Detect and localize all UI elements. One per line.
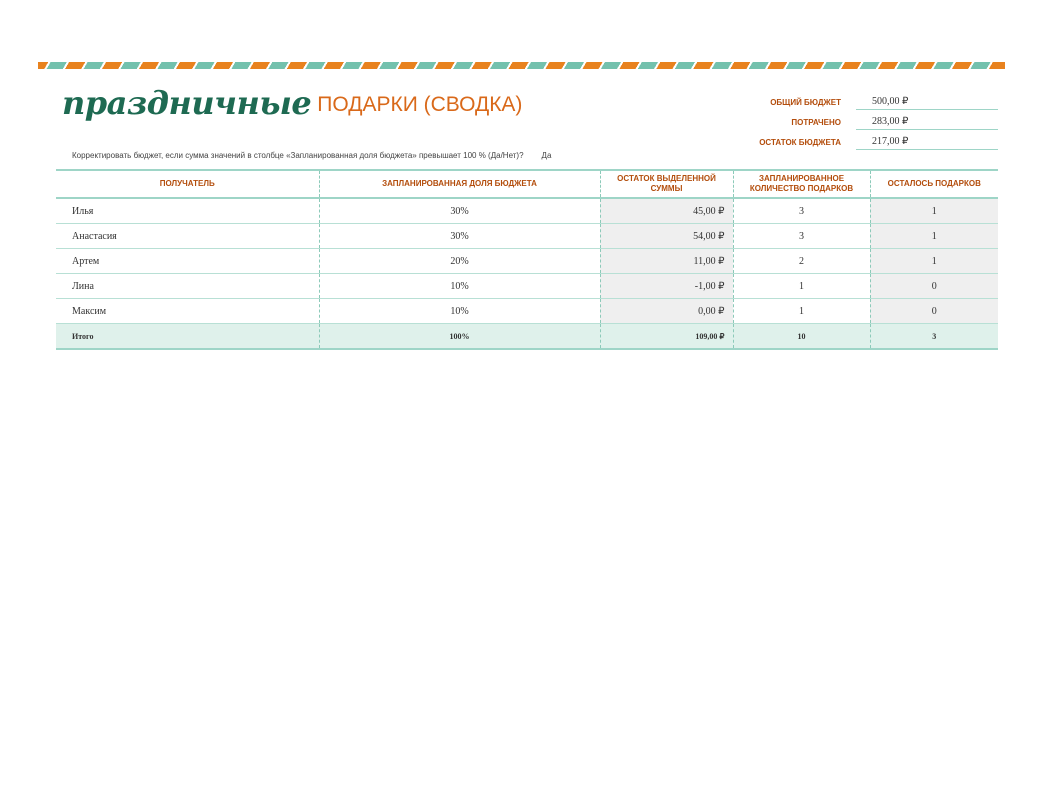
summary-value-cell[interactable]: 283,00 ₽ xyxy=(856,115,998,130)
cell-total-share[interactable]: 100% xyxy=(319,324,600,350)
budget-summary xyxy=(740,92,998,152)
column-header-gifts-left[interactable]: ОСТАЛОСЬ ПОДАРКОВ xyxy=(870,170,998,198)
summary-label: ОБЩИЙ БЮДЖЕТ xyxy=(770,97,841,107)
note-answer-cell[interactable]: Да xyxy=(541,151,552,160)
cell-recipient[interactable]: Илья xyxy=(56,198,319,224)
cell-recipient[interactable]: Артем xyxy=(56,249,319,274)
cell-remaining-amount[interactable]: 45,00 ₽ xyxy=(600,198,733,224)
cell-planned-share[interactable]: 30% xyxy=(319,224,600,249)
cell-planned-gifts[interactable]: 2 xyxy=(733,249,870,274)
cell-planned-share[interactable]: 20% xyxy=(319,249,600,274)
table-row xyxy=(56,224,998,249)
page-title xyxy=(62,84,522,122)
column-header-planned-gifts[interactable]: ЗАПЛАНИРОВАННОЕ КОЛИЧЕСТВО ПОДАРКОВ xyxy=(733,170,870,198)
summary-label: ОСТАТОК БЮДЖЕТА xyxy=(759,137,841,147)
cell-planned-share[interactable]: 10% xyxy=(319,299,600,324)
cell-remaining-amount[interactable]: 54,00 ₽ xyxy=(600,224,733,249)
cell-gifts-left[interactable]: 1 xyxy=(870,198,998,224)
summary-label: ПОТРАЧЕНО xyxy=(791,117,841,127)
cell-remaining-amount[interactable]: 11,00 ₽ xyxy=(600,249,733,274)
table-row xyxy=(56,299,998,324)
summary-value-cell[interactable]: 217,00 ₽ xyxy=(856,135,998,150)
table-row xyxy=(56,249,998,274)
column-header-recipient[interactable]: ПОЛУЧАТЕЛЬ xyxy=(56,170,319,198)
cell-planned-gifts[interactable]: 1 xyxy=(733,299,870,324)
decorative-stripe-banner xyxy=(38,62,1005,69)
cell-remaining-amount[interactable]: 0,00 ₽ xyxy=(600,299,733,324)
cell-planned-share[interactable]: 30% xyxy=(319,198,600,224)
table-header-row xyxy=(56,170,998,198)
cell-recipient[interactable]: Максим xyxy=(56,299,319,324)
cell-planned-share[interactable]: 10% xyxy=(319,274,600,299)
cell-total-gifts-left[interactable]: 3 xyxy=(870,324,998,350)
table-total-row xyxy=(56,324,998,350)
cell-total-planned-gifts[interactable]: 10 xyxy=(733,324,870,350)
summary-row-total-budget xyxy=(740,92,998,112)
cell-gifts-left[interactable]: 1 xyxy=(870,249,998,274)
column-header-planned-share[interactable]: ЗАПЛАНИРОВАННАЯ ДОЛЯ БЮДЖЕТА xyxy=(319,170,600,198)
cell-total-remaining[interactable]: 109,00 ₽ xyxy=(600,324,733,350)
gifts-table xyxy=(56,169,998,350)
title-script: праздничные xyxy=(62,84,312,122)
cell-gifts-left[interactable]: 0 xyxy=(870,299,998,324)
cell-recipient[interactable]: Анастасия xyxy=(56,224,319,249)
summary-row-remaining xyxy=(740,132,998,152)
cell-remaining-amount[interactable]: -1,00 ₽ xyxy=(600,274,733,299)
cell-gifts-left[interactable]: 1 xyxy=(870,224,998,249)
title-caps: ПОДАРКИ (СВОДКА) xyxy=(317,93,523,116)
note-text: Корректировать бюджет, если сумма значений в столбце «Запланированная доля бюджета» превышает 100 % (Да/Нет)? xyxy=(72,151,524,160)
cell-gifts-left[interactable]: 0 xyxy=(870,274,998,299)
summary-value-cell[interactable]: 500,00 ₽ xyxy=(856,95,998,110)
adjust-budget-note xyxy=(72,151,551,160)
table-row xyxy=(56,274,998,299)
summary-row-spent xyxy=(740,112,998,132)
cell-planned-gifts[interactable]: 1 xyxy=(733,274,870,299)
table-row xyxy=(56,198,998,224)
cell-planned-gifts[interactable]: 3 xyxy=(733,198,870,224)
cell-recipient[interactable]: Лина xyxy=(56,274,319,299)
cell-total-label[interactable]: Итого xyxy=(56,324,319,350)
column-header-remaining-amount[interactable]: ОСТАТОК ВЫДЕЛЕННОЙ СУММЫ xyxy=(600,170,733,198)
cell-planned-gifts[interactable]: 3 xyxy=(733,224,870,249)
